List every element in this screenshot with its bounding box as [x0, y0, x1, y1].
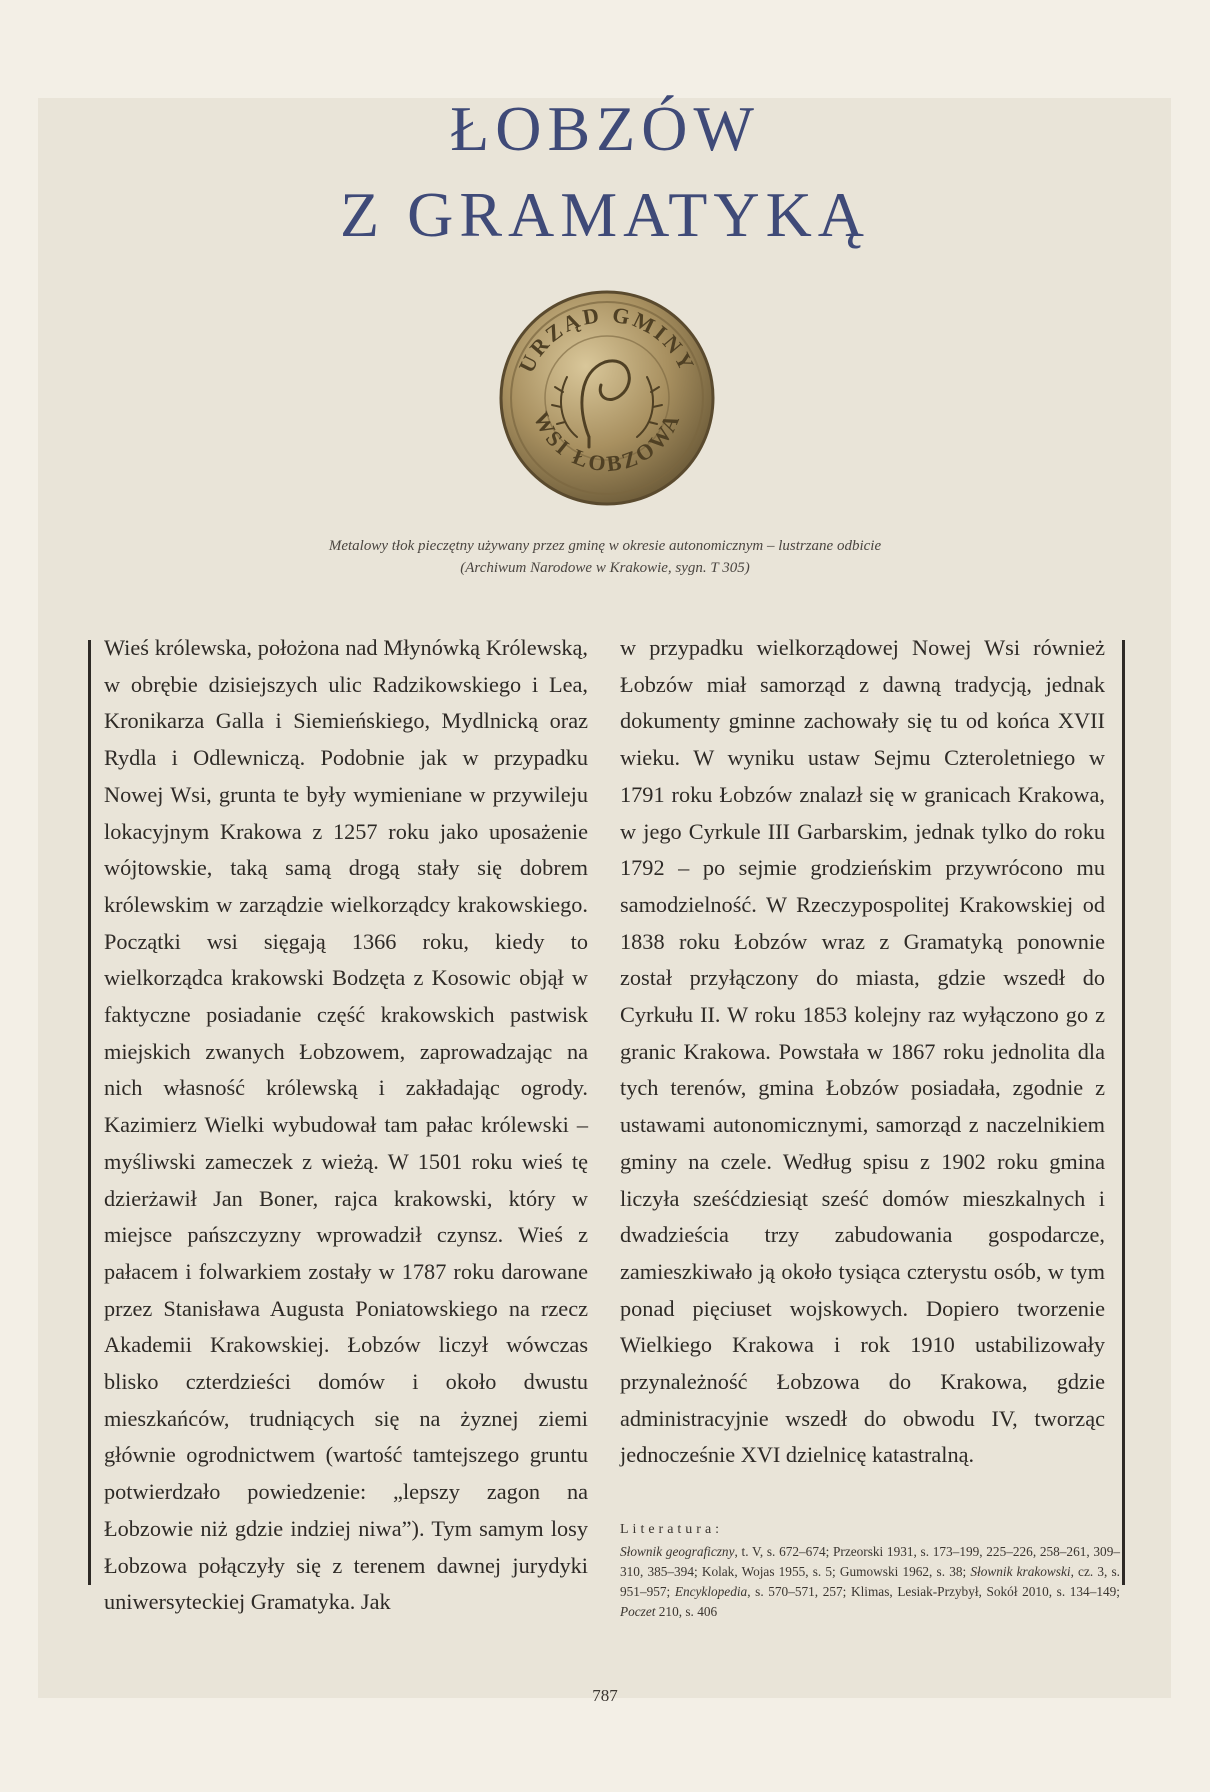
literature-part: Słownik krakowski [970, 1564, 1071, 1579]
body-text-right: w przypadku wielkorządowej Nowej Wsi również Łobzów miał samorząd z dawną tradycją, jednak dokumenty gminne zachowały się tu od końca XVII wieku. W wyniku ustaw Sejmu Czteroletniego w 1791 roku Łobzów znalazł się w granicach Krakowa, w jego Cyrkule III Garbarskim, jednak tylko do roku 1792 – po sejmie grodzieńskim przywrócono mu samodzielność. W Rzeczypospolitej Krakowskiej od 1838 roku Łobzów wraz z Gramatyką ponownie został przyłączony do miasta, gdzie wszedł do Cyrkułu II. W roku 1853 kolejny raz wyłączono go z granic Krakowa. Powstała w 1867 roku jednolita dla tych terenów, gmina Łobzów posiadała, zgodnie z ustawami autonomicznymi, samorząd z naczelnikiem gminy na czele. Według spisu z 1902 roku gmina liczyła sześćdziesiąt sześć domów mieszkalnych i dwadzieścia trzy zabudowania gospodarcze, zamieszkiwało ją około tysiąca czterystu osób, w tym ponad pięciuset wojskowych. Dopiero tworzenie Wielkiego Krakowa i rok 1910 ustabilizowały przynależność Łobzowa do Krakowa, gdzie administracyjnie wszedł do obwodu IV, tworząc jednocześnie XVI dzielnicę katastralną. [620, 635, 1105, 1468]
literature-part: , s. 570–571, 257; Klimas, Lesiak-Przybył, Sokół 2010, s. 134–149; [747, 1584, 1120, 1599]
literature-part: Słownik geograficzny [620, 1544, 735, 1559]
seal-inscription-top: URZĄD GMINY [513, 301, 701, 377]
body-text-left: Wieś królewska, położona nad Młynówką Królewską, w obrębie dzisiejszych ulic Radzikowskiego i Lea, Kronikarza Galla i Siemieńskiego, Mydlnicką oraz Rydla i Odlewniczą. Podobnie jak w przypadku Nowej Wsi, grunta te były wymieniane w przywileju lokacyjnym Krakowa z 1257 roku jako uposażenie wójtowskie, taką samą drogą stały się dobrem królewskim w zarządzie wielkorządcy krakowskiego. Początki wsi sięgają 1366 roku, kiedy to wielkorządca krakowski Bodzęta z Kosowic objął w faktyczne posiadanie część krakowskich pastwisk miejskich zwanych Łobzowem, zaprowadzając na nich własność królewską i zakładając ogrody. Kazimierz Wielki wybudował tam pałac królewski – myśliwski zameczek z wieżą. W 1501 roku wieś tę dzierżawił Jan Boner, rajca krakowski, który w miejsce pańszczyzny wprowadził czynsz. Wieś z pałacem i folwarkiem zostały w 1787 roku darowane przez Stanisława Augusta Poniatowskiego na rzecz Akademii Krakowskiej. Łobzów liczył wówczas blisko czterdzieści domów i około dwustu mieszkańców, trudniących się na żyznej ziemi głównie ogrodnictwem (wartość tamtejszego gruntu potwierdzało powiedzenie: „lepszy zagon na Łobzowie niż gdzie indziej niwa”). Tym samym losy Łobzowa połączyły się z terenem dawnej jurydyki uniwersyteckiej Gramatyka. Jak [104, 635, 588, 1615]
body-column-right [620, 630, 1105, 1474]
literature-part: , cz. 3, s. 951–957; [620, 1564, 1120, 1599]
literature-list [620, 1542, 1120, 1622]
left-column-rule [88, 640, 91, 1585]
literature-heading: Literatura: [620, 1522, 724, 1537]
literature-part: Poczet [620, 1604, 656, 1619]
right-column-rule [1122, 640, 1125, 1585]
page-title-line-2: Z GRAMATYKĄ [340, 179, 870, 250]
literature-part: Encyklopedia [674, 1584, 748, 1599]
page-title-line-1: ŁOBZÓW [450, 93, 760, 164]
image-caption: Metalowy tłok pieczętny używany przez gminę w okresie autonomicznym – lustrzane odbicie [328, 538, 882, 554]
page-number: 787 [592, 1686, 618, 1705]
literature-part: , t. V, s. 672–674; Przeorski 1931, s. 173–199, 225–226, 258–261, 309–310, 385–394; Kolak, Wojas 1955, s. 5; Gumowski 1962, s. 38; [620, 1544, 1120, 1579]
seal-inscription-bottom: WSI ŁOBZOWA [528, 407, 686, 477]
body-column-left [104, 630, 588, 1621]
seal-icon [497, 287, 717, 509]
literature-part: 210, s. 406 [655, 1604, 718, 1619]
image-caption-source: (Archiwum Narodowe w Krakowie, sygn. T 305) [460, 560, 750, 576]
